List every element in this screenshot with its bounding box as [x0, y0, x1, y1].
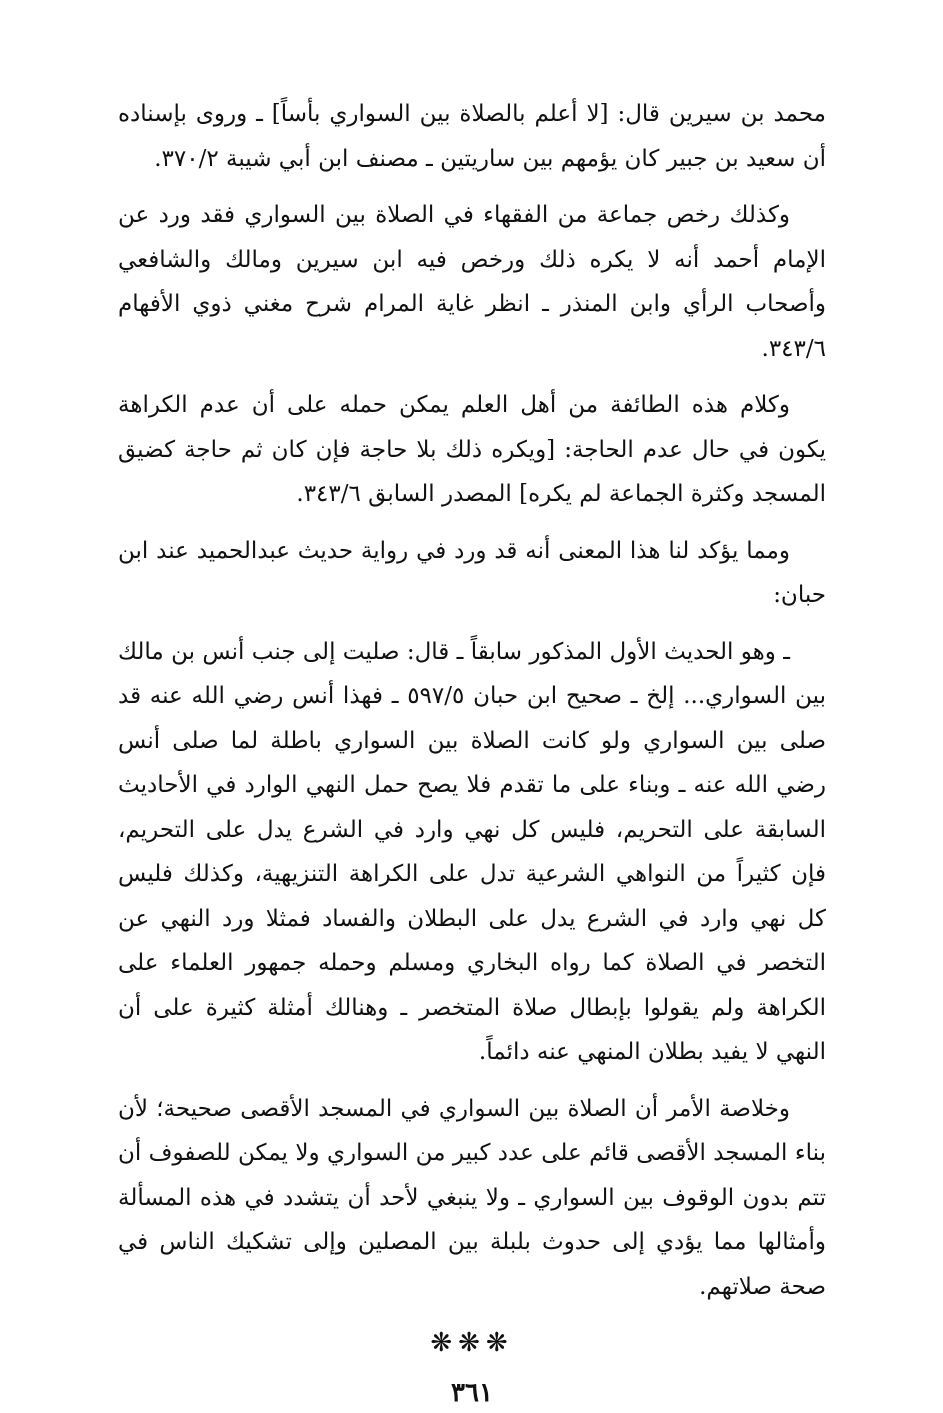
page-body: [118, 92, 826, 1413]
page-number: ٣٦١: [451, 1378, 493, 1408]
section-separator-ornament: ❋❋❋: [430, 1328, 514, 1358]
paragraph-anas-hadith: ـ وهو الحديث الأول المذكور سابقاً ـ قال: صليت إلى جنب أنس بن مالك بين السواري... إلخ ـ صحيح ابن حبان ٥٩٧/٥ ـ فهذا أنس رضي الله عنه قد صلى بين السواري ولو كانت الصلاة بين السواري باطلة لما صلى أنس رضي الله عنه ـ وبناء على ما تقدم فلا يصح حمل النهي الوارد في الأحاديث السابقة على التحريم، فليس كل نهي وارد في الشرع يدل على التحريم، فإن كثيراً من النواهي الشرعية تدل على الكراهة التنزيهية، وكذلك فليس كل نهي وارد في الشرع يدل على البطلان والفساد فمثلا ورد النهي عن التخصر في الصلاة كما رواه البخاري ومسلم وحمله جمهور العلماء على الكراهة ولم يقولوا بإبطال صلاة المتخصر ـ وهنالك أمثلة كثيرة على أن النهي لا يفيد بطلان المنهي عنه دائماً.: [118, 638, 826, 1065]
paragraph-conclusion: وخلاصة الأمر أن الصلاة بين السواري في المسجد الأقصى صحيحة؛ لأن بناء المسجد الأقصى قائم على عدد كبير من السواري ولا يمكن للصفوف أن تتم بدون الوقوف بين السواري ـ ولا ينبغي لأحد أن يتشدد في هذه المسألة وأمثالها مما يؤدي إلى حدوث بلبلة بين المصلين وإلى تشكيك الناس في صحة صلاتهم.: [118, 1095, 826, 1300]
paragraph-karaha-condition: وكلام هذه الطائفة من أهل العلم يمكن حمله على أن عدم الكراهة يكون في حال عدم الحاجة: [ويكره ذلك بلا حاجة فإن كان ثم حاجة كضيق المسجد وكثرة الجماعة لم يكره] المصدر السابق ٣٤٣/٦.: [118, 392, 826, 507]
paragraph-ibn-sirin-quote: محمد بن سيرين قال: [لا أعلم بالصلاة بين السواري بأساً] ـ وروى بإسناده أن سعيد بن جبير كان يؤمهم بين ساريتين ـ مصنف ابن أبي شيبة ٣٧٠/٢.: [118, 101, 826, 172]
paragraph-fuqaha-permission: وكذلك رخص جماعة من الفقهاء في الصلاة بين السواري فقد ورد عن الإمام أحمد أنه لا يكره ذلك ورخص فيه ابن سيرين ومالك والشافعي وأصحاب الرأي وابن المنذر ـ انظر غاية المرام شرح مغني ذوي الأفهام ٣٤٣/٦.: [118, 202, 826, 362]
paragraph-ibn-hibban-narration: ومما يؤكد لنا هذا المعنى أنه قد ورد في رواية حديث عبدالحميد عند ابن حبان:: [118, 537, 826, 608]
